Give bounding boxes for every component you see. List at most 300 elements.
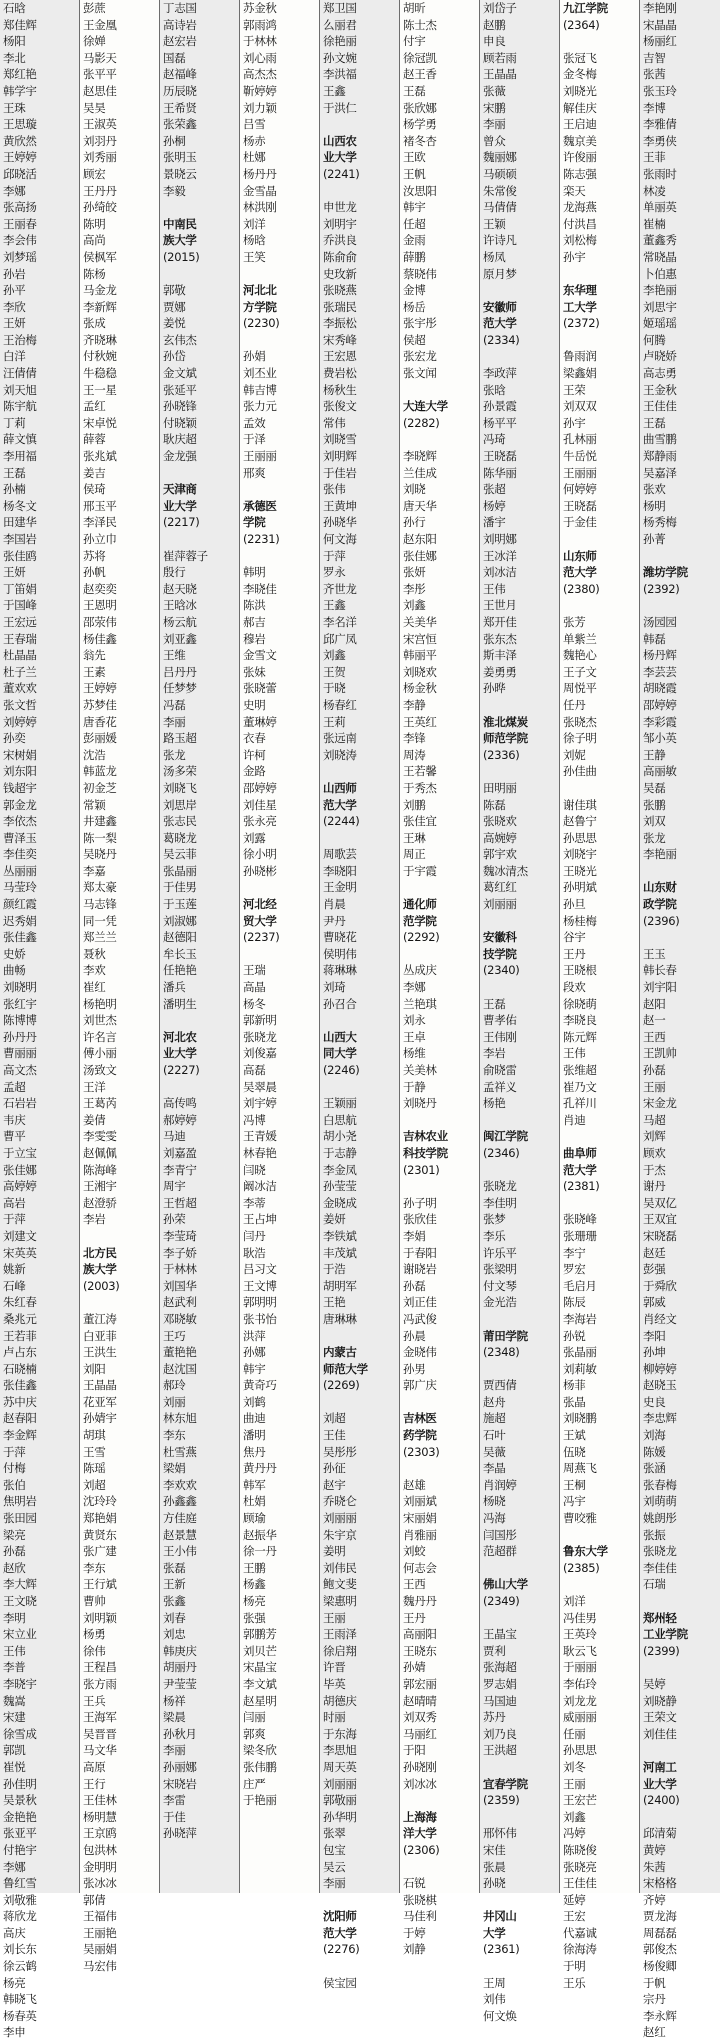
list-item: 郑兰兰 <box>83 930 117 945</box>
school-heading: 莆田学院 <box>483 1328 528 1343</box>
list-item: 林洪刚 <box>243 200 277 215</box>
spacer <box>640 1659 720 1676</box>
list-item: 齐世龙 <box>323 581 357 596</box>
list-item: 张佳娜 <box>3 1162 37 1177</box>
list-item: 王洪超 <box>483 1743 517 1758</box>
school-heading: 山东师 <box>563 548 597 563</box>
list-item: 金雪文 <box>243 648 277 663</box>
spacer <box>400 382 480 399</box>
list-item: 刘晓飞 <box>163 780 197 795</box>
list-item: (2241) <box>323 166 360 181</box>
column-divider <box>559 0 560 1893</box>
list-item: 任梦梦 <box>163 681 197 696</box>
list-item: 陈宇航 <box>3 399 37 414</box>
list-item: 杜雪燕 <box>163 1444 197 1459</box>
list-item: 刘冬 <box>563 1759 586 1774</box>
spacer <box>480 1809 560 1826</box>
list-item: 李国岩 <box>3 532 37 546</box>
column-divider <box>639 0 640 1893</box>
list-item: 周磊磊 <box>643 1925 677 1940</box>
list-item: 刘超 <box>83 1477 106 1492</box>
list-item: 鲍文斐 <box>323 1577 357 1592</box>
list-item: 孙楠 <box>3 482 26 497</box>
list-item: 顾欢 <box>643 1145 666 1160</box>
school-heading: 师范学院 <box>483 731 528 746</box>
list-item: 冯武俊 <box>403 1311 437 1326</box>
list-item: 乔晓仑 <box>323 1494 357 1509</box>
list-item: (2217) <box>163 515 200 530</box>
list-item: 吴晋晋 <box>83 1726 117 1741</box>
list-item: 曲雪鹏 <box>643 432 677 447</box>
school-heading: 范大学 <box>323 1925 357 1940</box>
list-item: 孙菁 <box>643 532 666 546</box>
list-item: 彭蔗 <box>83 1 106 15</box>
list-item: 王玉 <box>643 946 666 961</box>
list-item: 关美华 <box>403 614 437 629</box>
list-item: 伍晓 <box>563 1444 586 1459</box>
spacer <box>400 1792 480 1809</box>
list-item: 杨岳 <box>403 299 426 314</box>
list-item: 殷行 <box>163 565 186 580</box>
list-item: 杨俊卿 <box>643 1959 677 1974</box>
list-item: 李雅倩 <box>643 117 677 132</box>
spacer <box>480 1311 560 1328</box>
list-item: 潘宇 <box>483 515 506 530</box>
school-heading: 大学 <box>483 1925 506 1940</box>
list-item: 王静 <box>643 747 666 762</box>
list-item: 孙荣 <box>163 1212 186 1227</box>
list-item: 王晓光 <box>563 863 597 878</box>
list-item: 闫丹 <box>243 1228 266 1243</box>
list-item: 张欢 <box>643 482 666 497</box>
list-item: 牛岳悦 <box>563 449 597 464</box>
list-item: 柳婷婷 <box>643 1361 677 1376</box>
list-item: 王金凰 <box>83 17 117 32</box>
list-item: 刘建文 <box>3 1228 37 1243</box>
list-item: 孙旦 <box>563 897 586 912</box>
list-item: 么丽君 <box>323 17 357 32</box>
list-item: 孟效 <box>243 415 266 430</box>
spacer <box>640 929 720 946</box>
list-item: 马丽红 <box>403 1726 437 1741</box>
list-item: 宋晶宝 <box>243 1660 277 1675</box>
school-heading: 闽江学院 <box>483 1129 528 1144</box>
list-item: 许诗凡 <box>483 233 517 248</box>
list-item: 孙征 <box>323 1461 346 1476</box>
list-item: 徐海涛 <box>563 1942 597 1957</box>
school-heading: 范大学 <box>563 565 597 580</box>
list-item: 罗永 <box>323 565 346 580</box>
list-item: 王世月 <box>483 598 517 613</box>
list-item: 刘嘉盈 <box>163 1145 197 1160</box>
list-item: 冯佳男 <box>563 1610 597 1625</box>
list-item: 王颖 <box>483 216 506 231</box>
list-item: 吴磊 <box>643 780 666 795</box>
list-item: 邓晓敏 <box>163 1311 197 1326</box>
list-item: 杨勇 <box>83 1627 106 1642</box>
list-item: 杨亮 <box>243 1594 266 1608</box>
spacer <box>480 763 560 780</box>
list-item: 闫晓 <box>243 1162 266 1177</box>
list-item: 王颖丽 <box>323 1096 357 1111</box>
spacer <box>320 1079 400 1096</box>
list-item: 朱宇京 <box>323 1527 357 1542</box>
spacer <box>560 1128 640 1145</box>
list-item: 张晓龙 <box>643 1544 677 1559</box>
list-item: (2380) <box>563 581 600 596</box>
list-item: 张涵 <box>643 1461 666 1476</box>
list-item: 张春梅 <box>643 1477 677 1492</box>
list-item: 于丽丽 <box>563 1660 597 1675</box>
list-item: 吴丽娟 <box>83 1942 117 1957</box>
list-item: 韩学宇 <box>3 83 37 98</box>
list-item: 单紫兰 <box>563 631 597 646</box>
list-item: 郑红艳 <box>3 67 37 82</box>
list-item: 王晗冰 <box>163 598 197 613</box>
list-item: 陈磊 <box>483 797 506 812</box>
list-item: 刘亚鑫 <box>163 631 197 646</box>
spacer <box>480 282 560 299</box>
list-item: 白亚菲 <box>83 1328 117 1343</box>
list-item: 徐一丹 <box>243 1544 277 1559</box>
list-item: 刘鹤 <box>243 1394 266 1409</box>
list-item: 赵红 <box>643 2025 666 2040</box>
list-item: 吴翠晨 <box>243 1079 277 1094</box>
list-item: 孙晓 <box>483 1876 506 1891</box>
spacer <box>400 1859 480 1876</box>
list-item: 曹丽丽 <box>3 1046 37 1061</box>
list-item: 杨丽红 <box>643 34 677 49</box>
list-item: 张维超 <box>563 1063 597 1077</box>
list-item: 孙晓萍 <box>163 1826 197 1841</box>
school-heading: 宜春学院 <box>483 1776 528 1791</box>
list-item: 郑太豪 <box>83 880 117 895</box>
list-item: 周正 <box>403 847 426 862</box>
list-item: 肖雅丽 <box>403 1527 437 1542</box>
list-item: (2276) <box>323 1942 360 1957</box>
list-item: 王卓 <box>403 1029 426 1044</box>
school-heading: 业大学 <box>163 1046 197 1061</box>
list-item: 刘羽丹 <box>83 133 117 148</box>
list-item: 赵宏岩 <box>163 34 197 49</box>
list-item: 孙晨 <box>403 1328 426 1343</box>
list-item: 孔祥川 <box>563 1096 597 1111</box>
list-item: 张晓蕾 <box>243 681 277 696</box>
school-heading: 上海海 <box>403 1809 437 1824</box>
list-item: 李丽 <box>163 1743 186 1758</box>
list-item: 初金芝 <box>83 780 117 795</box>
list-item: 阚冰洁 <box>243 1179 277 1194</box>
list-item: 马影天 <box>83 50 117 65</box>
list-item: 刘莉敏 <box>563 1361 597 1376</box>
list-item: 李佑玲 <box>563 1676 597 1691</box>
school-heading: 山东财 <box>643 880 677 895</box>
list-item: 张红宇 <box>3 996 37 1011</box>
list-item: 王宏恩 <box>323 349 357 364</box>
list-item: 刘辉 <box>643 1129 666 1144</box>
school-heading: 同大学 <box>323 1046 357 1061</box>
list-item: 杨明 <box>643 498 666 513</box>
list-item: 王晶宝 <box>483 1627 517 1642</box>
list-item: 鲁红雪 <box>3 1876 37 1891</box>
list-item: 刘秀丽 <box>83 150 117 165</box>
list-item: 赵澄骄 <box>83 1195 117 1210</box>
list-item: 于婷 <box>403 1925 426 1940</box>
spacer <box>240 946 320 963</box>
spacer <box>560 531 640 548</box>
list-item: 赵武利 <box>163 1295 197 1310</box>
list-item: 朱红春 <box>3 1295 37 1310</box>
list-item: 李艳刚 <box>643 1 677 15</box>
list-item: 代嘉诚 <box>563 1925 597 1940</box>
name-column-7 <box>480 0 560 2023</box>
school-heading: 贸大学 <box>243 913 277 928</box>
list-item: 耿庆超 <box>163 432 197 447</box>
list-item: 翁先 <box>83 648 106 663</box>
list-item: 薛文慎 <box>3 432 37 447</box>
list-item: 褚冬杏 <box>403 133 437 148</box>
list-item: 高文杰 <box>3 1063 37 1077</box>
list-item: 李晓辉 <box>403 449 437 464</box>
list-item: 付艳宇 <box>3 1842 37 1857</box>
list-item: 肖迪 <box>563 1112 586 1127</box>
spacer <box>640 863 720 880</box>
list-item: 张瑞民 <box>323 299 357 314</box>
school-heading: 范大学 <box>563 1162 597 1177</box>
list-item: 郭金龙 <box>3 797 37 812</box>
list-item: 梁晨 <box>163 1710 186 1725</box>
list-item: 张晶丽 <box>563 1345 597 1360</box>
list-item: 赵东阳 <box>403 532 437 546</box>
list-item: 姜明 <box>323 1544 346 1559</box>
name-column-8 <box>560 0 640 1990</box>
spacer <box>640 1809 720 1826</box>
list-item: 刘双秀 <box>403 1710 437 1725</box>
list-item: 杨晗 <box>243 233 266 248</box>
list-item: 费岩松 <box>323 366 357 381</box>
list-item: 黄婷 <box>643 1842 666 1857</box>
list-item: 孙丹丹 <box>3 1029 37 1044</box>
list-item: 颜红霞 <box>3 897 37 912</box>
spacer <box>240 548 320 565</box>
list-item: 韩庚庆 <box>163 1643 197 1658</box>
list-item: 马文华 <box>83 1743 117 1758</box>
list-item: 王若菲 <box>3 1328 37 1343</box>
list-item: 史良 <box>643 1394 666 1409</box>
list-item: 胡琪 <box>83 1428 106 1443</box>
list-item: (2269) <box>323 1378 360 1393</box>
list-item: 王凯帅 <box>643 1046 677 1061</box>
spacer <box>480 913 560 930</box>
list-item: 郝玲 <box>163 1378 186 1393</box>
list-item: 孙晔 <box>483 681 506 696</box>
list-item: 闫国彤 <box>483 1527 517 1542</box>
list-item: 孙思思 <box>563 830 597 845</box>
list-item: 宋晶晶 <box>643 17 677 32</box>
list-item: 郭倩 <box>83 1892 106 1907</box>
list-item: 刘心雨 <box>243 50 277 65</box>
spacer <box>560 266 640 283</box>
list-item: 桑兆元 <box>3 1311 37 1326</box>
list-item: 张翠 <box>323 1826 346 1841</box>
list-item: 李普 <box>3 1660 26 1675</box>
list-item: 杨佳鑫 <box>83 631 117 646</box>
list-item: 陈博博 <box>3 1013 37 1028</box>
list-item: 李东 <box>83 1560 106 1575</box>
list-item: 王丽艳 <box>83 1925 117 1940</box>
list-item: 李东 <box>163 1428 186 1443</box>
list-item: 韩晓飞 <box>3 1992 37 2007</box>
list-item: 王晶晶 <box>483 67 517 82</box>
list-item: 张雨时 <box>643 166 677 181</box>
list-item: 申良 <box>483 34 506 49</box>
list-item: 韩丽平 <box>403 648 437 663</box>
list-item: 李娟 <box>403 1228 426 1243</box>
list-item: 许乐平 <box>483 1245 517 1260</box>
list-item: 杜子兰 <box>3 664 37 679</box>
name-column-4 <box>240 0 320 1893</box>
list-item: 赵奕奕 <box>83 581 117 596</box>
list-item: 王春瑞 <box>3 631 37 646</box>
list-item: 延婷 <box>563 1892 586 1907</box>
list-item: 唐香花 <box>83 714 117 729</box>
list-item: 郭敬丽 <box>323 1793 357 1808</box>
spacer <box>480 1361 560 1378</box>
list-item: 刘晓 <box>403 482 426 497</box>
list-item: 王宏 <box>563 1909 586 1924</box>
school-heading: 河北经 <box>243 897 277 912</box>
list-item: 张延平 <box>163 382 197 397</box>
list-item: 申世龙 <box>323 200 357 215</box>
list-item: 谢晓岩 <box>403 1262 437 1277</box>
list-item: 于舜欣 <box>643 1278 677 1293</box>
list-item: 邵婷婷 <box>643 697 677 712</box>
list-item: 林东旭 <box>163 1411 197 1426</box>
list-item: 胡昕 <box>403 1 426 15</box>
school-heading: 通化师 <box>403 897 437 912</box>
list-item: 刘鑫 <box>323 648 346 663</box>
school-heading: 中南民 <box>163 216 197 231</box>
list-item: 郭鹏芳 <box>243 1627 277 1642</box>
list-item: 金雨 <box>403 233 426 248</box>
list-item: 常颖 <box>83 797 106 812</box>
list-item: 赵舟 <box>483 1394 506 1409</box>
school-heading: 洋大学 <box>403 1826 437 1841</box>
list-item: 刘晓明 <box>3 980 37 995</box>
list-item: 王素 <box>83 664 106 679</box>
list-item: 孙秋月 <box>163 1726 197 1741</box>
column-divider <box>79 0 80 1893</box>
list-item: 史明 <box>243 697 266 712</box>
list-item: 吉智 <box>643 50 666 65</box>
list-item: 马佳利 <box>403 1909 437 1924</box>
school-heading: 族大学 <box>83 1262 117 1277</box>
list-item: 孙桐 <box>163 133 186 148</box>
list-item: 刘婷婷 <box>3 714 37 729</box>
spacer <box>320 1958 400 1975</box>
list-item: 高磊 <box>243 1063 266 1077</box>
list-item: 刘龙龙 <box>563 1693 597 1708</box>
school-heading: 大连大学 <box>403 399 448 414</box>
list-item: 张成 <box>83 316 106 331</box>
list-item: 钱超宇 <box>3 780 37 795</box>
spacer <box>160 465 240 482</box>
list-item: 张晓峰 <box>563 1212 597 1227</box>
spacer <box>320 830 400 847</box>
list-item: 王巧 <box>163 1328 186 1343</box>
list-item: 历辰晓 <box>163 83 197 98</box>
list-item: 孙晓锋 <box>163 399 197 414</box>
list-item: 金文斌 <box>163 366 197 381</box>
school-heading: 东华理 <box>563 283 597 298</box>
list-item: 王洪生 <box>83 1345 117 1360</box>
school-heading: 方学院 <box>243 299 277 314</box>
list-item: 刘梦瑶 <box>3 249 37 264</box>
list-item: 杜娟 <box>243 1494 266 1509</box>
list-item: 李雷 <box>163 1793 186 1808</box>
list-item: 赵景慧 <box>163 1527 197 1542</box>
list-item: 于东海 <box>323 1726 357 1741</box>
list-item: 孙立巾 <box>83 532 117 546</box>
school-heading: 安徽科 <box>483 930 517 945</box>
list-item: 董琳婷 <box>243 714 277 729</box>
list-item: 胡小尧 <box>323 1129 357 1144</box>
list-item: 韩吉博 <box>243 382 277 397</box>
list-item: 杨春英 <box>3 2008 37 2023</box>
list-item: 王金秋 <box>643 382 677 397</box>
list-item: 王欧 <box>403 150 426 165</box>
list-item: 郭雨鸿 <box>243 17 277 32</box>
list-item: 李欢欢 <box>163 1477 197 1492</box>
list-item: 刘晓光 <box>563 83 597 98</box>
list-item: 王希贤 <box>163 100 197 115</box>
list-item: 穆岩 <box>243 631 266 646</box>
list-item: 苏将 <box>83 548 106 563</box>
list-item: 冯磊 <box>163 697 186 712</box>
spacer <box>480 1958 560 1975</box>
list-item: 刘宇阳 <box>643 980 677 995</box>
list-item: 李会伟 <box>3 233 37 248</box>
list-item: 孙华明 <box>323 1809 357 1824</box>
school-heading: 吉林农业 <box>403 1129 448 1144</box>
list-item: 李申 <box>3 2025 26 2040</box>
list-item: 张玉玲 <box>643 83 677 98</box>
list-item: 王磊 <box>483 996 506 1011</box>
list-item: 张梦 <box>483 1212 506 1227</box>
list-item: 罗志娟 <box>483 1676 517 1691</box>
list-item: 张远南 <box>323 731 357 746</box>
school-heading: 河南工 <box>643 1759 677 1774</box>
list-item: 吴婷 <box>643 1676 666 1691</box>
list-item: 傅小丽 <box>83 1046 117 1061</box>
list-item: (2340) <box>483 963 520 978</box>
list-item: 李晓良 <box>563 1013 597 1028</box>
list-item: 于志静 <box>323 1145 357 1160</box>
spacer <box>480 1610 560 1627</box>
list-item: 于萍 <box>323 548 346 563</box>
list-item: (2392) <box>643 581 680 596</box>
list-item: 刘敬雅 <box>3 1892 37 1907</box>
list-item: 孙岱 <box>163 349 186 364</box>
list-item: 李莹琦 <box>163 1228 197 1243</box>
list-item: 冯琦 <box>483 432 506 447</box>
list-item: 张珊珊 <box>563 1228 597 1243</box>
list-item: 何文焕 <box>483 2008 517 2023</box>
list-item: 张晓棋 <box>403 1892 437 1907</box>
school-heading: 业大学 <box>163 498 197 513</box>
list-item: (2301) <box>403 1162 440 1177</box>
list-item: 汤多荣 <box>163 764 197 779</box>
